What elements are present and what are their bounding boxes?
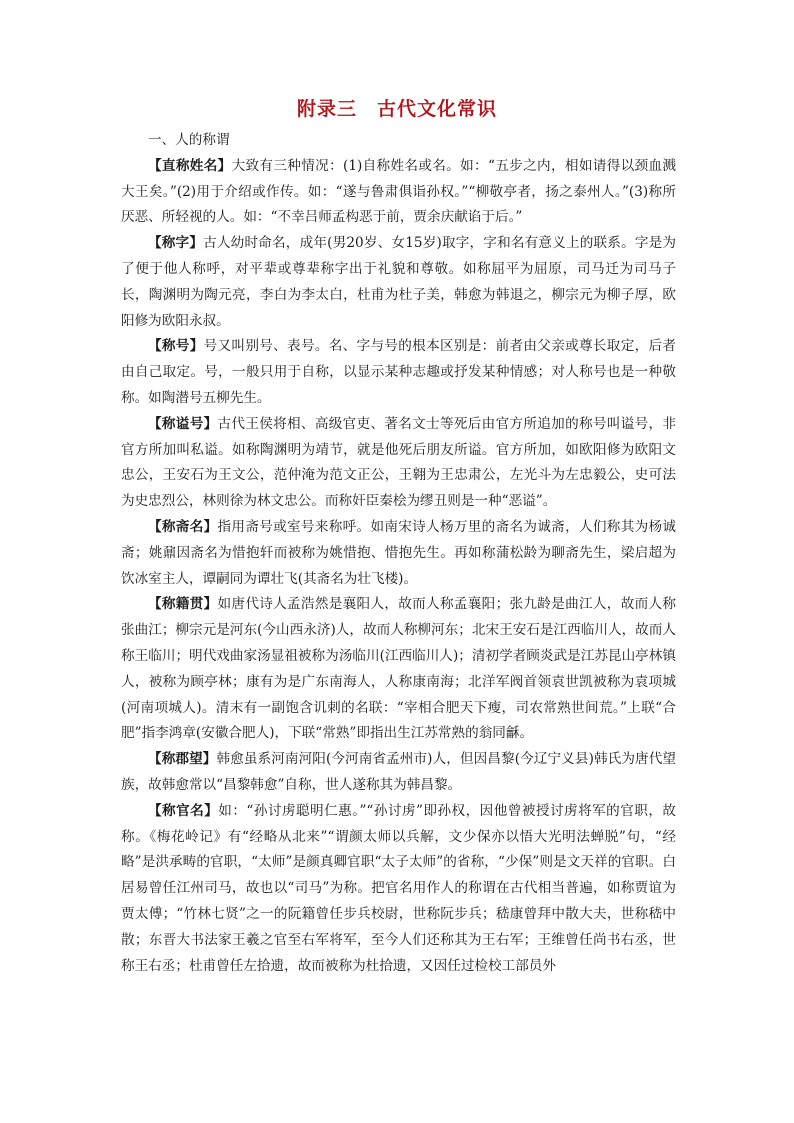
- paragraph-official-title: [121, 799, 676, 980]
- paragraph-text: 韩愈虽系河南河阳(今河南省孟州市)人，但因昌黎(今辽宁义县)韩氏为唐代望族，故韩愈常以“昌黎韩愈”自称，世人遂称其为韩昌黎。: [121, 751, 677, 793]
- term-label: 【称官名】: [148, 802, 219, 819]
- paragraph-text: 指用斋号或室号来称呼。如南宋诗人杨万里的斋名为诚斋，人们称其为杨诚斋；姚鼐因斋名为惜抱轩而被称为姚惜抱、惜抱先生。再如称蒲松龄为聊斋先生，梁启超为饮冰室主人，谭嗣同为谭壮飞(其斋名为壮飞楼)。: [121, 518, 676, 587]
- paragraph-text: 号又叫别号、表号。名、字与号的根本区别是：前者由父亲或尊长取定，后者由自己取定。号，一般只用于自称，以显示某种志趣或抒发某种情感；对人称号也是一种敬称。如陶潜号五柳先生。: [121, 338, 677, 406]
- term-label: 【称郡望】: [148, 751, 217, 768]
- paragraph-text: 大致有三种情况：(1)自称姓名或名。如：“五步之内，相如请得以颈血溅大王矣。”(2)用于介绍或作传。如：“遂与鲁肃俱诣孙权。”“柳敬亭者，扬之泰州人。”(3)称所厌恶、所轻视的人。如：“不幸吕师孟构恶于前，贾余庆献谄于后。”: [121, 157, 677, 226]
- section-heading: 一、人的称谓: [148, 132, 230, 148]
- paragraph-studio-name: [121, 515, 676, 592]
- term-label: 【称号】: [148, 338, 204, 355]
- paragraph-clan-origin: [121, 747, 676, 799]
- paragraph-courtesy-name: [121, 231, 676, 334]
- paragraph-text: 古人幼时命名，成年(男20岁、女15岁)取字，字和名有意义上的联系。字是为了便于他人称呼，对平辈或尊辈称字出于礼貌和尊敬。如称屈平为屈原，司马迁为司马子长，陶渊明为陶元亮，李白为李太白，杜甫为杜子美，韩愈为韩退之，柳宗元为柳子厚，欧阳修为欧阳永叔。: [121, 235, 677, 329]
- paragraph-art-name: [121, 334, 676, 411]
- term-label: 【称斋名】: [148, 518, 218, 535]
- term-label: 【称字】: [148, 235, 204, 252]
- term-label: 【称谥号】: [148, 415, 218, 432]
- paragraph-text: 如唐代诗人孟浩然是襄阳人，故而人称孟襄阳；张九龄是曲江人，故而人称张曲江；柳宗元是河东(今山西永济)人，故而人称柳河东；北宋王安石是江西临川人，故而人称王临川；明代戏曲家汤显祖被称为汤临川(江西临川人)；清初学者顾炎武是江苏昆山亭林镇人，被称为顾亭林；康有为是广东南海人，人称康南海；北洋军阀首领袁世凯被称为袁项城(河南项城人)。清末有一副饱含讥刺的名联：“宰相合肥天下瘦，司农常熟世间荒。”上联“合肥”指李鸿章(安徽合肥人)，下联“常熟”即指出生江苏常熟的翁同龢。: [121, 596, 676, 742]
- page-title: 附录三 古代文化常识: [296, 98, 497, 120]
- paragraph-posthumous-name: [121, 412, 676, 515]
- paragraph-direct-name: [121, 154, 676, 231]
- paragraph-text: 古代王侯将相、高级官吏、著名文士等死后由官方所追加的称号叫谥号，非官方所加叫私谥。如称陶渊明为靖节，就是他死后朋友所谥。官方所加，如欧阳修为欧阳文忠公，王安石为王文公，范仲淹为范文正公，王翱为王忠肃公，左光斗为左忠毅公，史可法为史忠烈公，林则徐为林文忠公。而称奸臣秦桧为缪丑则是一种“恶谥”。: [121, 415, 676, 510]
- document-body: [121, 128, 676, 979]
- paragraph-native-place: [121, 592, 676, 747]
- paragraph-text: 如：“孙讨虏聪明仁惠。”“孙讨虏”即孙权，因他曾被授讨虏将军的官职，故称。《梅花岭记》有“经略从北来”“谓颜太师以兵解，文少保亦以悟大光明法蝉脱”句，“经略”是洪承畴的官职，“太师”是颜真卿官职“太子太师”的省称，“少保”则是文天祥的官职。白居易曾任江州司马，故也以“司马”为称。把官名用作人的称谓在古代相当普遍，如称贾谊为贾太傅；“竹林七贤”之一的阮籍曾任步兵校尉，世称阮步兵；嵇康曾拜中散大夫，世称嵇中散；东晋大书法家王羲之官至右军将军，至今人们还称其为王右军；王维曾任尚书右丞，世称王右丞；杜甫曾任左拾遗，故而被称为杜拾遗，又因任过检校工部员外: [121, 802, 677, 974]
- term-label: 【直称姓名】: [148, 157, 232, 174]
- term-label: 【称籍贯】: [148, 596, 218, 613]
